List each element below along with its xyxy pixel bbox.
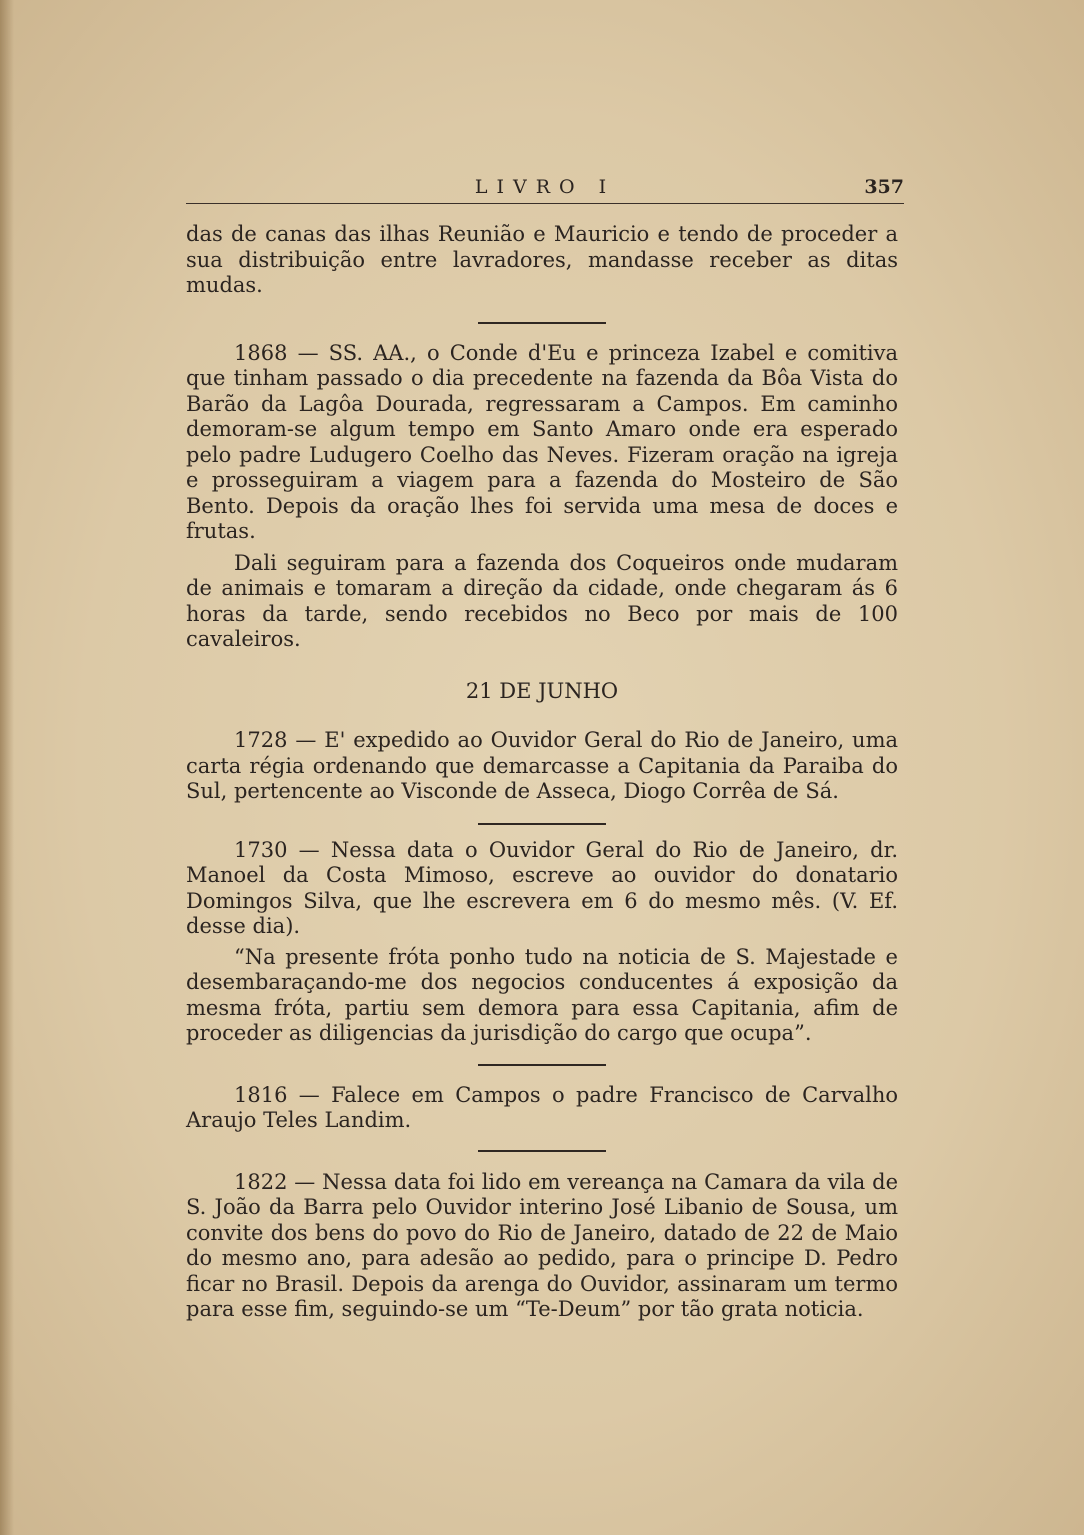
header-rule (186, 203, 904, 204)
date-heading: 21 DE JUNHO (465, 678, 619, 703)
body-text (186, 222, 898, 1323)
entry-1728: 1728 — E' expedido ao Ouvidor Geral do Rio de Janeiro, uma carta régia ordenando que demarcasse a Capitania da Paraiba do Sul, pertencente ao Visconde de Asseca, Diogo Corrêa de Sá. (186, 728, 898, 803)
page-number: 357 (864, 176, 904, 198)
running-head (186, 176, 904, 202)
paragraph-continued: das de canas das ilhas Reunião e Mauricio e tendo de proceder a sua distribuição entre lavradores, mandasse receber as ditas mudas. (186, 222, 898, 297)
section-separator (478, 1064, 606, 1066)
entry-1730: 1730 — Nessa data o Ouvidor Geral do Rio de Janeiro, dr. Manoel da Costa Mimoso, escreve ao ouvidor do donatario Domingos Silva, que lhe escrevera em 6 do mesmo mês. (V. Ef. desse dia). (186, 837, 898, 938)
entry-1816: 1816 — Falece em Campos o padre Francisco de Carvalho Araujo Teles Landim. (186, 1082, 898, 1132)
page-edge-shadow (0, 0, 14, 1535)
entry-1868: 1868 — SS. AA., o Conde d'Eu e princeza Izabel e comitiva que tinham passado o dia precedente na fazenda da Bôa Vista do Barão da Lagôa Dourada, regressaram a Campos. Em caminho demoram-se algum tempo em Santo Amaro onde era esperado pelo padre Ludugero Coelho das Neves. Fizeram oração na igreja e prosseguiram a viagem para a fazenda do Mosteiro de São Bento. Depois da oração lhes foi servida uma mesa de doces e frutas. (186, 340, 898, 543)
section-separator (478, 1150, 606, 1152)
entry-1822: 1822 — Nessa data foi lido em vereança na Camara da vila de S. João da Barra pelo Ouvidor interino José Libanio de Sousa, um convite dos bens do povo do Rio de Janeiro, datado de 22 de Maio do mesmo ano, para adesão ao pedido, para o principe D. Pedro ficar no Brasil. Depois da arenga do Ouvidor, assinaram um termo para esse fim, seguindo-se um “Te-Deum” por tão grata noticia. (186, 1169, 898, 1321)
running-title: LIVRO I (474, 176, 616, 198)
entry-1868-continued: Dali seguiram para a fazenda dos Coqueiros onde mudaram de animais e tomaram a direção da cidade, onde chegaram ás 6 horas da tarde, sendo recebidos no Beco por mais de 100 cavaleiros. (186, 550, 898, 651)
section-separator (478, 322, 606, 324)
entry-1730-quote: “Na presente fróta ponho tudo na noticia de S. Majestade e desembaraçando-me dos negocios conducentes á exposição da mesma fróta, partiu sem demora para essa Capitania, afim de proceder as diligencias da jurisdição do cargo que ocupa”. (186, 944, 898, 1045)
section-separator (478, 823, 606, 825)
